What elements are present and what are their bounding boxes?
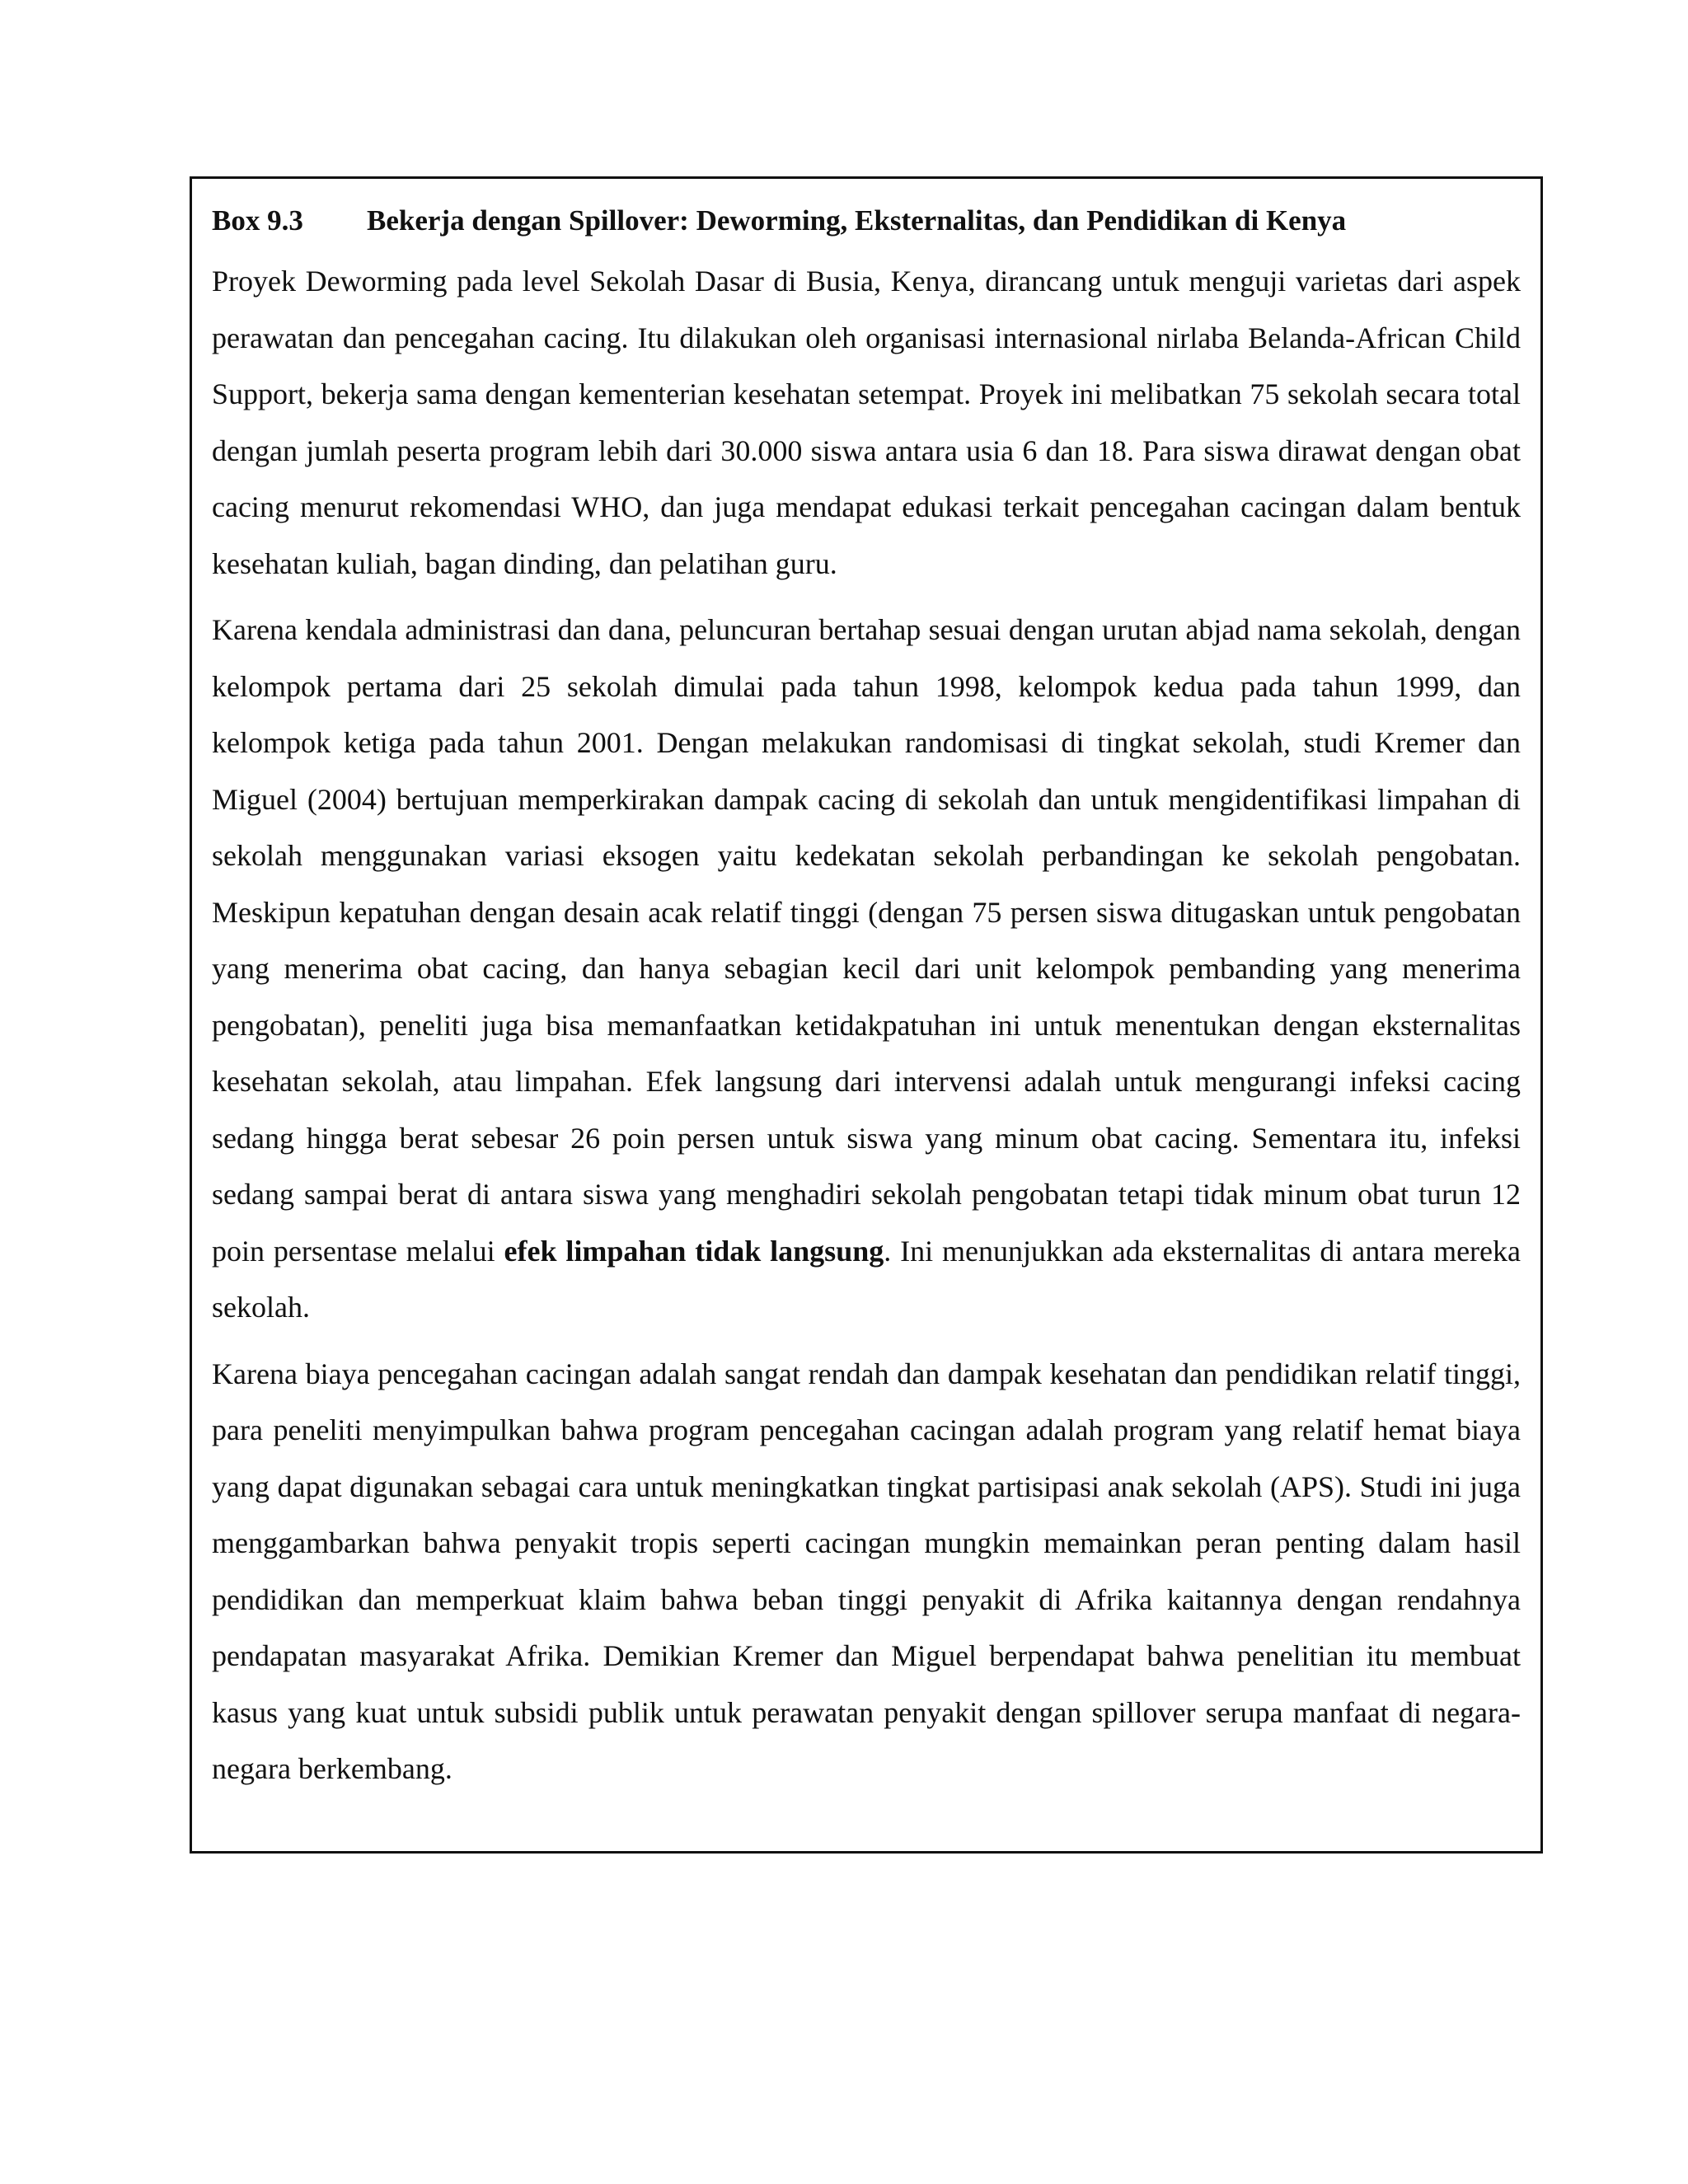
- paragraph-2-ending: . Ini menunjukkan ada eksternalitas di antara mereka sekolah.: [212, 1234, 1521, 1324]
- paragraph-1: Proyek Deworming pada level Sekolah Dasar di Busia, Kenya, dirancang untuk menguji varietas dari aspek perawatan dan pencegahan cacing. Itu dilakukan oleh organisasi internasional nirlaba Belanda-African Child Support, bekerja sama dengan kementerian kesehatan setempat. Proyek ini melibatkan 75 sekolah secara total dengan jumlah peserta program lebih dari 30.000 siswa antara usia 6 dan 18. Para siswa dirawat dengan obat cacing menurut rekomendasi WHO, dan juga mendapat edukasi terkait pencegahan cacingan dalam bentuk kesehatan kuliah, bagan dinding, dan pelatihan guru.: [212, 265, 1521, 580]
- paragraph-2: [212, 602, 1521, 1336]
- paragraph-2-text: Karena kendala administrasi dan dana, peluncuran bertahap sesuai dengan urutan abjad nama sekolah, dengan kelompok pertama dari 25 sekolah dimulai pada tahun 1998, kelompok kedua pada tahun 1999, dan kelompok ketiga pada tahun 2001. Dengan melakukan randomisasi di tingkat sekolah, studi Kremer dan Miguel (2004) bertujuan memperkirakan dampak cacing di sekolah dan untuk mengidentifikasi limpahan di sekolah menggunakan variasi eksogen yaitu kedekatan sekolah perbandingan ke sekolah pengobatan. Meskipun kepatuhan dengan desain acak relatif tinggi (dengan 75 persen siswa ditugaskan untuk pengobatan yang menerima obat cacing, dan hanya sebagian kecil dari unit kelompok pembanding yang menerima pengobatan), peneliti juga bisa memanfaatkan ketidakpatuhan ini untuk menentukan dengan eksternalitas kesehatan sekolah, atau limpahan. Efek langsung dari intervensi adalah untuk mengurangi infeksi cacing sedang hingga berat sebesar 26 poin persen untuk siswa yang minum obat cacing. Sementara itu, infeksi sedang sampai berat di antara siswa yang menghadiri sekolah pengobatan tetapi tidak minum obat turun 12 poin persentase melalui: [212, 613, 1521, 1268]
- box-heading: [212, 192, 1521, 250]
- text-box: [190, 176, 1543, 1854]
- paragraph-3: Karena biaya pencegahan cacingan adalah sangat rendah dan dampak kesehatan dan pendidikan relatif tinggi, para peneliti menyimpulkan bahwa program pencegahan cacingan adalah program yang relatif hemat biaya yang dapat digunakan sebagai cara untuk meningkatkan tingkat partisipasi anak sekolah (APS). Studi ini juga menggambarkan bahwa penyakit tropis seperti cacingan mungkin memainkan peran penting dalam hasil pendidikan dan memperkuat klaim bahwa beban tinggi penyakit di Afrika kaitannya dengan rendahnya pendapatan masyarakat Afrika. Demikian Kremer dan Miguel berpendapat bahwa penelitian itu membuat kasus yang kuat untuk subsidi publik untuk perawatan penyakit dengan spillover serupa manfaat di negara-negara berkembang.: [212, 1357, 1521, 1785]
- emphasis-text: efek limpahan tidak langsung: [504, 1234, 884, 1268]
- box-title: Bekerja dengan Spillover: Deworming, Eksternalitas, dan Pendidikan di Kenya: [367, 204, 1347, 237]
- box-label: Box 9.3: [212, 204, 303, 237]
